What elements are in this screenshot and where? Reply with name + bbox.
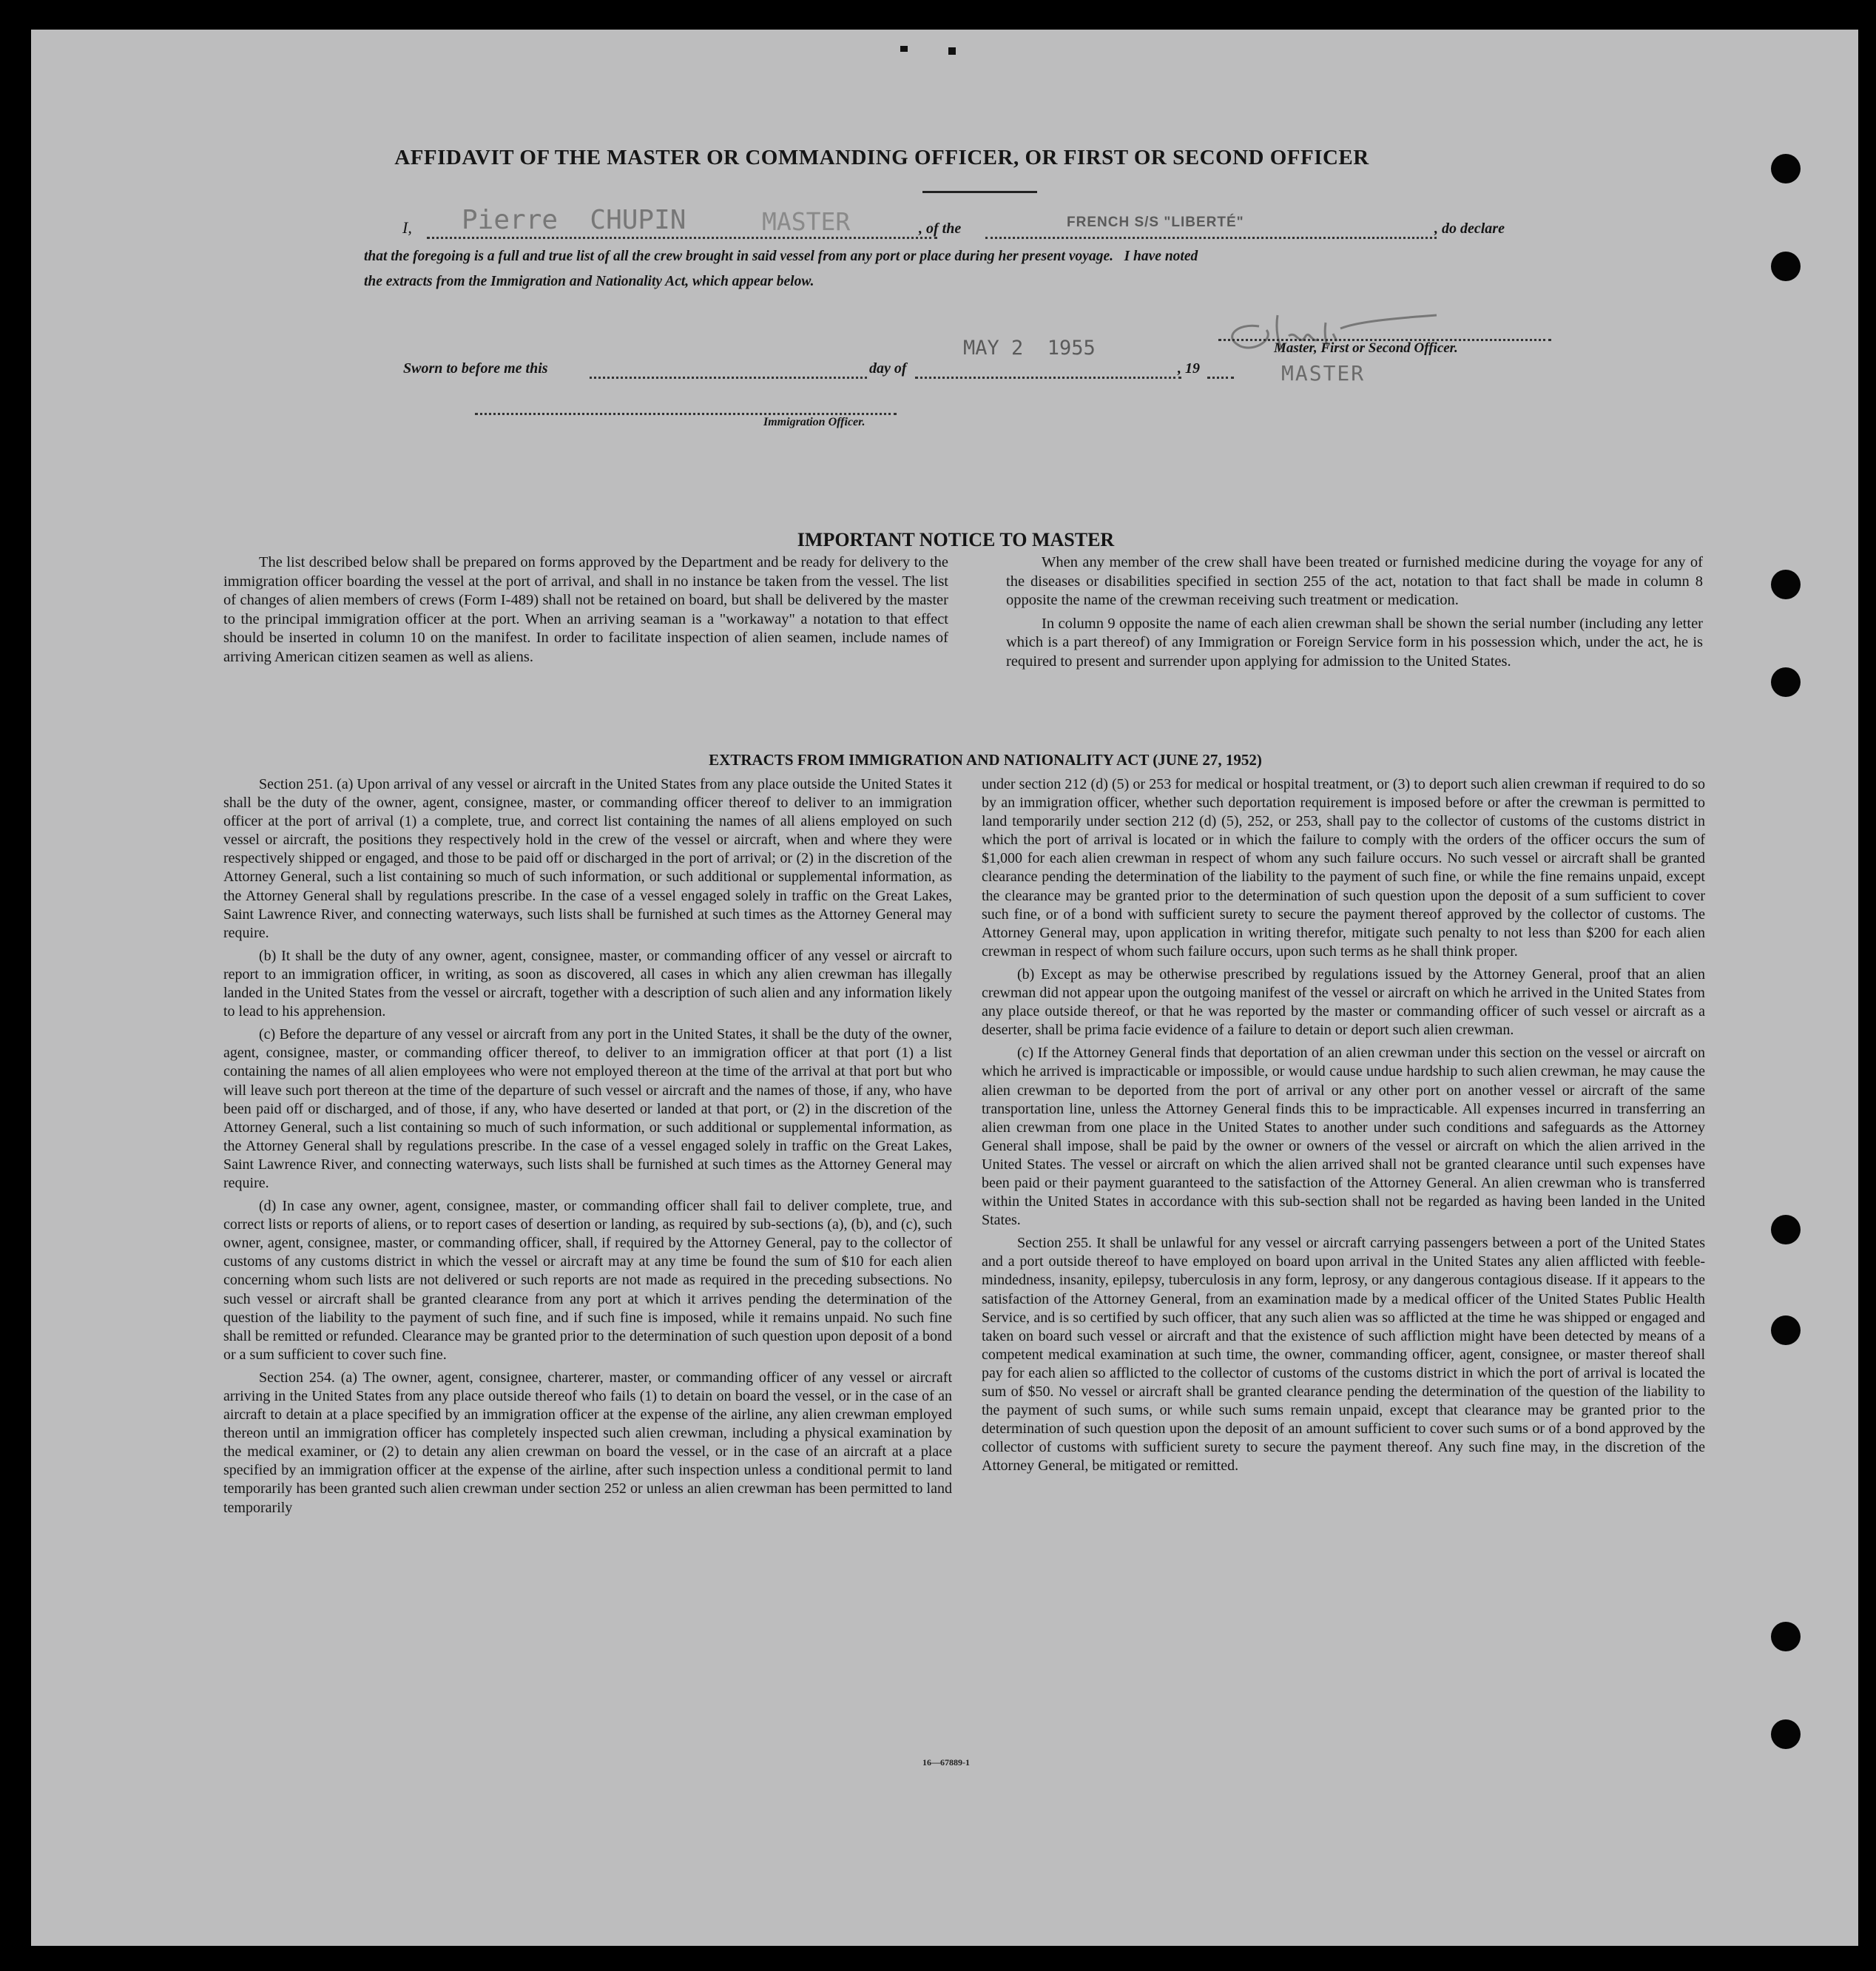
statute-paragraph: under section 212 (d) (5) or 253 for medical or hospital treatment, or (3) to deport such alien crewman if required to do so by an immigration officer, whether such deportation requirement is imposed before or after the crewman is permitted to land temporarily under section 212 (d) (5), 252, or 253, shall pay to the collector of customs of the customs district in which the port of arrival is located or in which the failure to comply with the orders of the officer occurs the sum of $1,000 for each alien crewman in respect of whom any such failure occurs. No such vessel or aircraft shall be granted clearance pending the determination of the liability to the payment of such fine, or while the fine remains unpaid, except the clearance may be granted prior to the determination of such question upon the deposit of a sum sufficient to cover such fine, or of a bond with sufficient surety to secure the payment thereof approved by the collector of customs. The Attorney General may, upon application in writing therefor, mitigate such penalty to not less than $200 for each alien crewman in respect of whom such failure occurs, upon such terms as he shall think proper. [982,776,1705,960]
punch-hole [1771,1215,1801,1244]
punch-hole [1771,570,1801,599]
officer-label: Immigration Officer. [763,416,866,428]
punch-hole [1771,1315,1801,1345]
scan-mark [948,47,956,55]
vessel-name: FRENCH S/S "LIBERTÉ" [1067,215,1244,230]
punch-hole [1771,667,1801,697]
officer-line [475,413,897,415]
punch-hole [1771,1719,1801,1749]
statute-paragraph: (c) If the Attorney General finds that deportation of an alien crewman under this section on the vessel or aircraft on which he arrived is impracticable or impossible, or would cause undue hardship to such alien crewman, he may cause the alien crewman to be deported from the port of arrival or any other port on another vessel or aircraft of the same transportation line, unless the Attorney General finds this to be impracticable. All expenses incurred in transferring an alien crewman from one place in the United States to another under such conditions and safeguards as the Attorney General shall impose, shall be paid by the owner or owners of the vessel or aircraft on which the alien arrived in the United States. The vessel or aircraft on which the alien arrived shall not be granted clearance until such expenses have been paid or their payment guaranteed to the satisfaction of the Attorney General. An alien crewman who is transferred within the United States in accordance with this sub-section shall not be regarded as having been landed in the United States. [982,1045,1705,1229]
signature-label: Master, First or Second Officer. [1274,340,1458,356]
extracts-left-column [223,775,952,1517]
notice-paragraph: In column 9 opposite the name of each alien crewman shall be shown the serial number (including any letter which is a part thereof) of any Immigration or Foreign Service form in his possession which, under the act, he is required to present and surrender upon applying for admission to the United States. [1006,615,1703,670]
statute-paragraph: (d) In case any owner, agent, consignee, master, or commanding officer shall fail to deliver complete, true, and correct lists or reports of aliens, or to report cases of desertion or landing, as required by sub-sections (a), (b), and (c), such owner, agent, consignee, master, or commanding officer, shall, if required by the Attorney General, pay to the collector of customs of any customs district in which the vessel or aircraft may at any time be found the sum of $10 for each alien concerning whom such lists are not delivered or such reports are not made as required in the preceding subsections. No such vessel or aircraft shall be granted clearance from any port at which it arrives pending the determination of the question of the liability to the payment of such fine, and if such fine is imposed, while it remains unpaid. No such fine shall be remitted or refunded. Clearance may be granted prior to the determination of such question upon deposit of a bond or a sum sufficient to cover such fine. [223,1198,952,1363]
statute-paragraph: (b) It shall be the duty of any owner, agent, consignee, master, or commanding officer of any vessel or aircraft to report to an immigration officer, in writing, as soon as discovered, all cases in which any alien crewman has illegally landed in the United States from the vessel or aircraft, together with a description of such alien and any information likely to lead to his apprehension. [223,947,952,1020]
year-line [1207,377,1234,379]
form-number: 16—67889-1 [922,1757,970,1768]
document-page [31,30,1858,1946]
notice-paragraph: When any member of the crew shall have been treated or furnished medicine during the voyage for any of the diseases or disabilities specified in section 255 of the act, notation to that fact shall be made in column 8 opposite the name of the crewman receiving such treatment or medication. [1006,554,1703,608]
statute-paragraph: (c) Before the departure of any vessel or aircraft from any port in the United States, it shall be the duty of the owner, agent, consignee, master, or commanding officer thereof, to deliver to an immigration officer at that port (1) a list containing the names of all alien employees who were not employed thereon at the time of the arrival at that port but who will leave such port thereon at the time of the departure of such vessel or aircraft and the names of those, if any, who have been paid off or discharged, and of those, if any, who have deserted or landed at that port, or (2) in the discretion of the Attorney General, such a list containing so much of such information, or such additional or supplemental information, as the Attorney General shall by regulations prescribe. In the case of a vessel engaged solely in traffic on the Great Lakes, Saint Lawrence River, and connecting waterways, such lists shall be furnished at such times as the Attorney General may require. [223,1026,952,1191]
statute-paragraph: (b) Except as may be otherwise prescribed by regulations issued by the Attorney General, proof that an alien crewman did not appear upon the outgoing manifest of the vessel or aircraft on which he arrived in the United States from any place outside thereof, or that he was reported by the master or commanding officer of such vessel or aircraft as a deserter, shall be prima facie evidence of a failure to detain or deport such alien crewman. [982,966,1705,1039]
extracts-right-column [982,775,1705,1475]
vessel-line [985,237,1437,239]
sworn-day-line [590,377,867,379]
notice-title: IMPORTANT NOTICE TO MASTER [797,529,1115,550]
master-stamp: MASTER [1281,361,1366,385]
punch-hole [1771,154,1801,183]
sworn-label: Sworn to before me this [403,360,548,377]
punch-hole [1771,1622,1801,1651]
statute-paragraph: Section 254. (a) The owner, agent, consignee, charterer, master, or commanding officer of any vessel or aircraft arriving in the United States from any place outside thereof who fails (1) to detain on board the vessel, or in the case of an aircraft to detain at a place specified by an immigration officer at the expense of the airline, any alien crewman employed thereon until an immigration officer has completely inspected such alien crewman, including a physical examination by the medical examiner, or (2) to detain any alien crewman on board the vessel, or in the case of an aircraft at a place specified by an immigration officer at the expense of the airline, after such inspection unless a conditional permit to land temporarily has been granted such alien crewman under section 252 or unless an alien crewman has been permitted to land temporarily [223,1369,952,1516]
title-rule [922,191,1037,193]
statute-paragraph: Section 251. (a) Upon arrival of any vessel or aircraft in the United States from any place outside the United States it shall be the duty of the owner, agent, consignee, master, or commanding officer thereof to deliver to an immigration officer at the port of arrival (1) a complete, true, and correct list containing the names of all aliens employed on such vessel or aircraft, the positions they respectively hold in the crew of the vessel or aircraft, when and where they were respectively shipped or engaged, and those to be paid off or discharged in the port of arrival; or (2) in the discretion of the Attorney General, such a list containing so much of such information, or such additional or supplemental information, as the Attorney General shall by regulations prescribe. In the case of a vessel engaged solely in traffic on the Great Lakes, Saint Lawrence River, and connecting waterways, such lists shall be furnished at such times as the Attorney General may require. [223,776,952,941]
notice-right-column [1006,553,1703,671]
do-declare-label: , do declare [1434,220,1505,237]
master-rank: MASTER [762,207,851,236]
affidavit-title: AFFIDAVIT OF THE MASTER OR COMMANDING OFFICER, OR FIRST OR SECOND OFFICER [394,146,1369,169]
day-of-label: day of [869,360,907,377]
of-the-label: , of the [919,220,962,237]
year-label: , 19 [1178,360,1200,377]
date-stamp: MAY 2 1955 [963,337,1096,360]
pronoun-label: I, [402,218,412,237]
sworn-month-line [915,377,1181,379]
scan-mark [900,46,908,52]
declaration-line-2: that the foregoing is a full and true list of all the crew brought in said vessel from any port or place during her present voyage. I have noted [364,249,1198,264]
statute-paragraph: Section 255. It shall be unlawful for any vessel or aircraft carrying passengers between a port of the United States and a port outside thereof to have employed on board upon arrival in the United States any alien afflicted with feeble-mindedness, insanity, epilepsy, tuberculosis in any form, leprosy, or any dangerous contagious disease. If it appears to the satisfaction of the Attorney General, from an examination made by a medical officer of the United States Public Health Service, and is so certified by such officer, that any such alien was so afflicted at the time he was shipped or engaged and taken on board such vessel or aircraft and that the existence of such affliction might have been detected by means of a competent medical examination at such time, the owner, commanding officer, agent, consignee, or master thereof shall pay for each alien so afflicted to the collector of customs of the customs district in which the port of arrival is located the sum of $50. No vessel or aircraft shall be granted clearance pending the determination of the question of the liability to the payment of such sums, or while such sums remain unpaid, except that clearance may be granted prior to the determination of such question upon the deposit of an amount sufficient to cover such sums or of a bond approved by the collector of customs with sufficient surety to secure the payment thereof. Any such fine may, in the discretion of the Attorney General, be mitigated or remitted. [982,1235,1705,1475]
notice-paragraph: The list described below shall be prepared on forms approved by the Department and be ready for delivery to the immigration officer boarding the vessel at the port of arrival, and shall in no instance be taken from the vessel. The list of changes of alien members of crews (Form I-489) shall not be retained on board, but shall be delivered by the master to the principal immigration officer at the port. When an arriving seaman is a "workaway" a notation to that effect should be inserted in column 10 on the manifest. In order to facilitate inspection of alien seamen, include names of arriving American citizen seamen as well as aliens. [223,554,948,665]
master-name: Pierre CHUPIN [462,205,686,235]
name-line [427,237,937,239]
punch-hole [1771,252,1801,281]
declaration-line-3: the extracts from the Immigration and Nationality Act, which appear below. [364,274,814,289]
notice-left-column [223,553,948,667]
extracts-title: EXTRACTS FROM IMMIGRATION AND NATIONALITY ACT (JUNE 27, 1952) [709,751,1262,769]
